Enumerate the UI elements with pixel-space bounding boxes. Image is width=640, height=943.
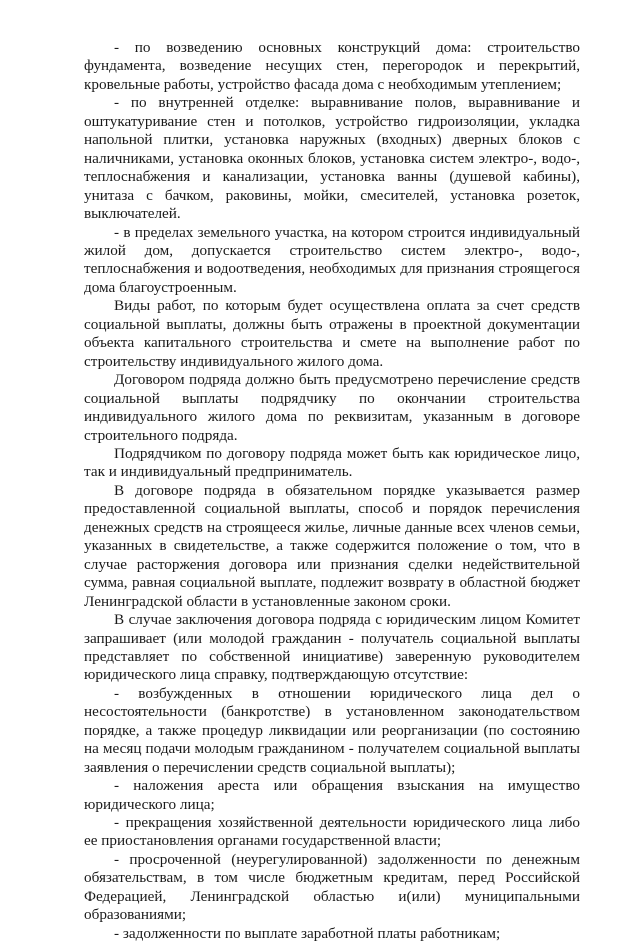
paragraph: - наложения ареста или обращения взыскания на имущество юридического лица; xyxy=(84,777,580,813)
paragraph: - в пределах земельного участка, на котором строится индивидуальный жилой дом, допускается строительство систем электро-, водо-, теплоснабжения и водоотведения, необходимых для признания строящегося дома благоустроенным. xyxy=(84,223,580,296)
paragraph: Подрядчиком по договору подряда может быть как юридическое лицо, так и индивидуальный предприниматель. xyxy=(84,444,580,481)
paragraph: - задолженности по выплате заработной платы работникам; xyxy=(114,924,501,942)
paragraph: - по возведению основных конструкций дома: строительство фундамента, возведение несущих стен, перегородок и перекрытий, кровельные работы, устройство фасада дома с необходимым утеплением; xyxy=(84,39,580,93)
paragraph: - просроченной (неурегулированной) задолженности по денежным обязательствам, в том числе бюджетным кредитам, перед Российской Федерацией, Ленинградской областью и(или) муниципальными образованиями; xyxy=(84,850,580,924)
paragraph: - возбужденных в отношении юридического лица дел о несостоятельности (банкротстве) в установленном законодательством порядке, а также процедур ликвидации или реорганизации (по состоянию на месяц подачи молодым гражданином - получателем социальной выплаты заявления о перечислении средств социальной выплаты); xyxy=(84,684,580,776)
document-body xyxy=(84,39,580,943)
paragraph: Договором подряда должно быть предусмотрено перечисление средств социальной выплаты подрядчику по окончании строительства индивидуального жилого дома по реквизитам, указанным в договоре строительного подряда. xyxy=(84,371,580,444)
paragraph: В случае заключения договора подряда с юридическим лицом Комитет запрашивает (или молодой гражданин - получатель социальной выплаты представляет по собственной инициативе) заверенную руководителем юридического лица справку, подтверждающую отсутствие: xyxy=(84,611,580,684)
paragraph: - прекращения хозяйственной деятельности юридического лица либо ее приостановления органами государственной власти; xyxy=(84,814,580,850)
paragraph: Виды работ, по которым будет осуществлена оплата за счет средств социальной выплаты, должны быть отражены в проектной документации объекта капитального строительства и смете на выполнение работ по строительству индивидуального жилого дома. xyxy=(84,297,580,370)
paragraph: В договоре подряда в обязательном порядке указывается размер предоставленной социальной выплаты, способ и порядок перечисления денежных средств на строящееся жилье, личные данные всех членов семьи, указанных в свидетельстве, а также содержится положение о том, что в случае расторжения договора или признания сделки недействительной сумма, равная социальной выплате, подлежит возврату в областной бюджет Ленинградской области в установленные законом сроки. xyxy=(84,481,580,610)
paragraph: - по внутренней отделке: выравнивание полов, выравнивание и оштукатуривание стен и потолков, устройство гидроизоляции, укладка напольной плитки, установка наружных (входных) дверных блоков с наличниками, установка оконных блоков, установка систем электро-, водо-, теплоснабжения и канализации, установка ванны (душевой кабины), унитаза с бачком, раковины, мойки, смесителей, установка розеток, выключателей. xyxy=(84,94,580,223)
